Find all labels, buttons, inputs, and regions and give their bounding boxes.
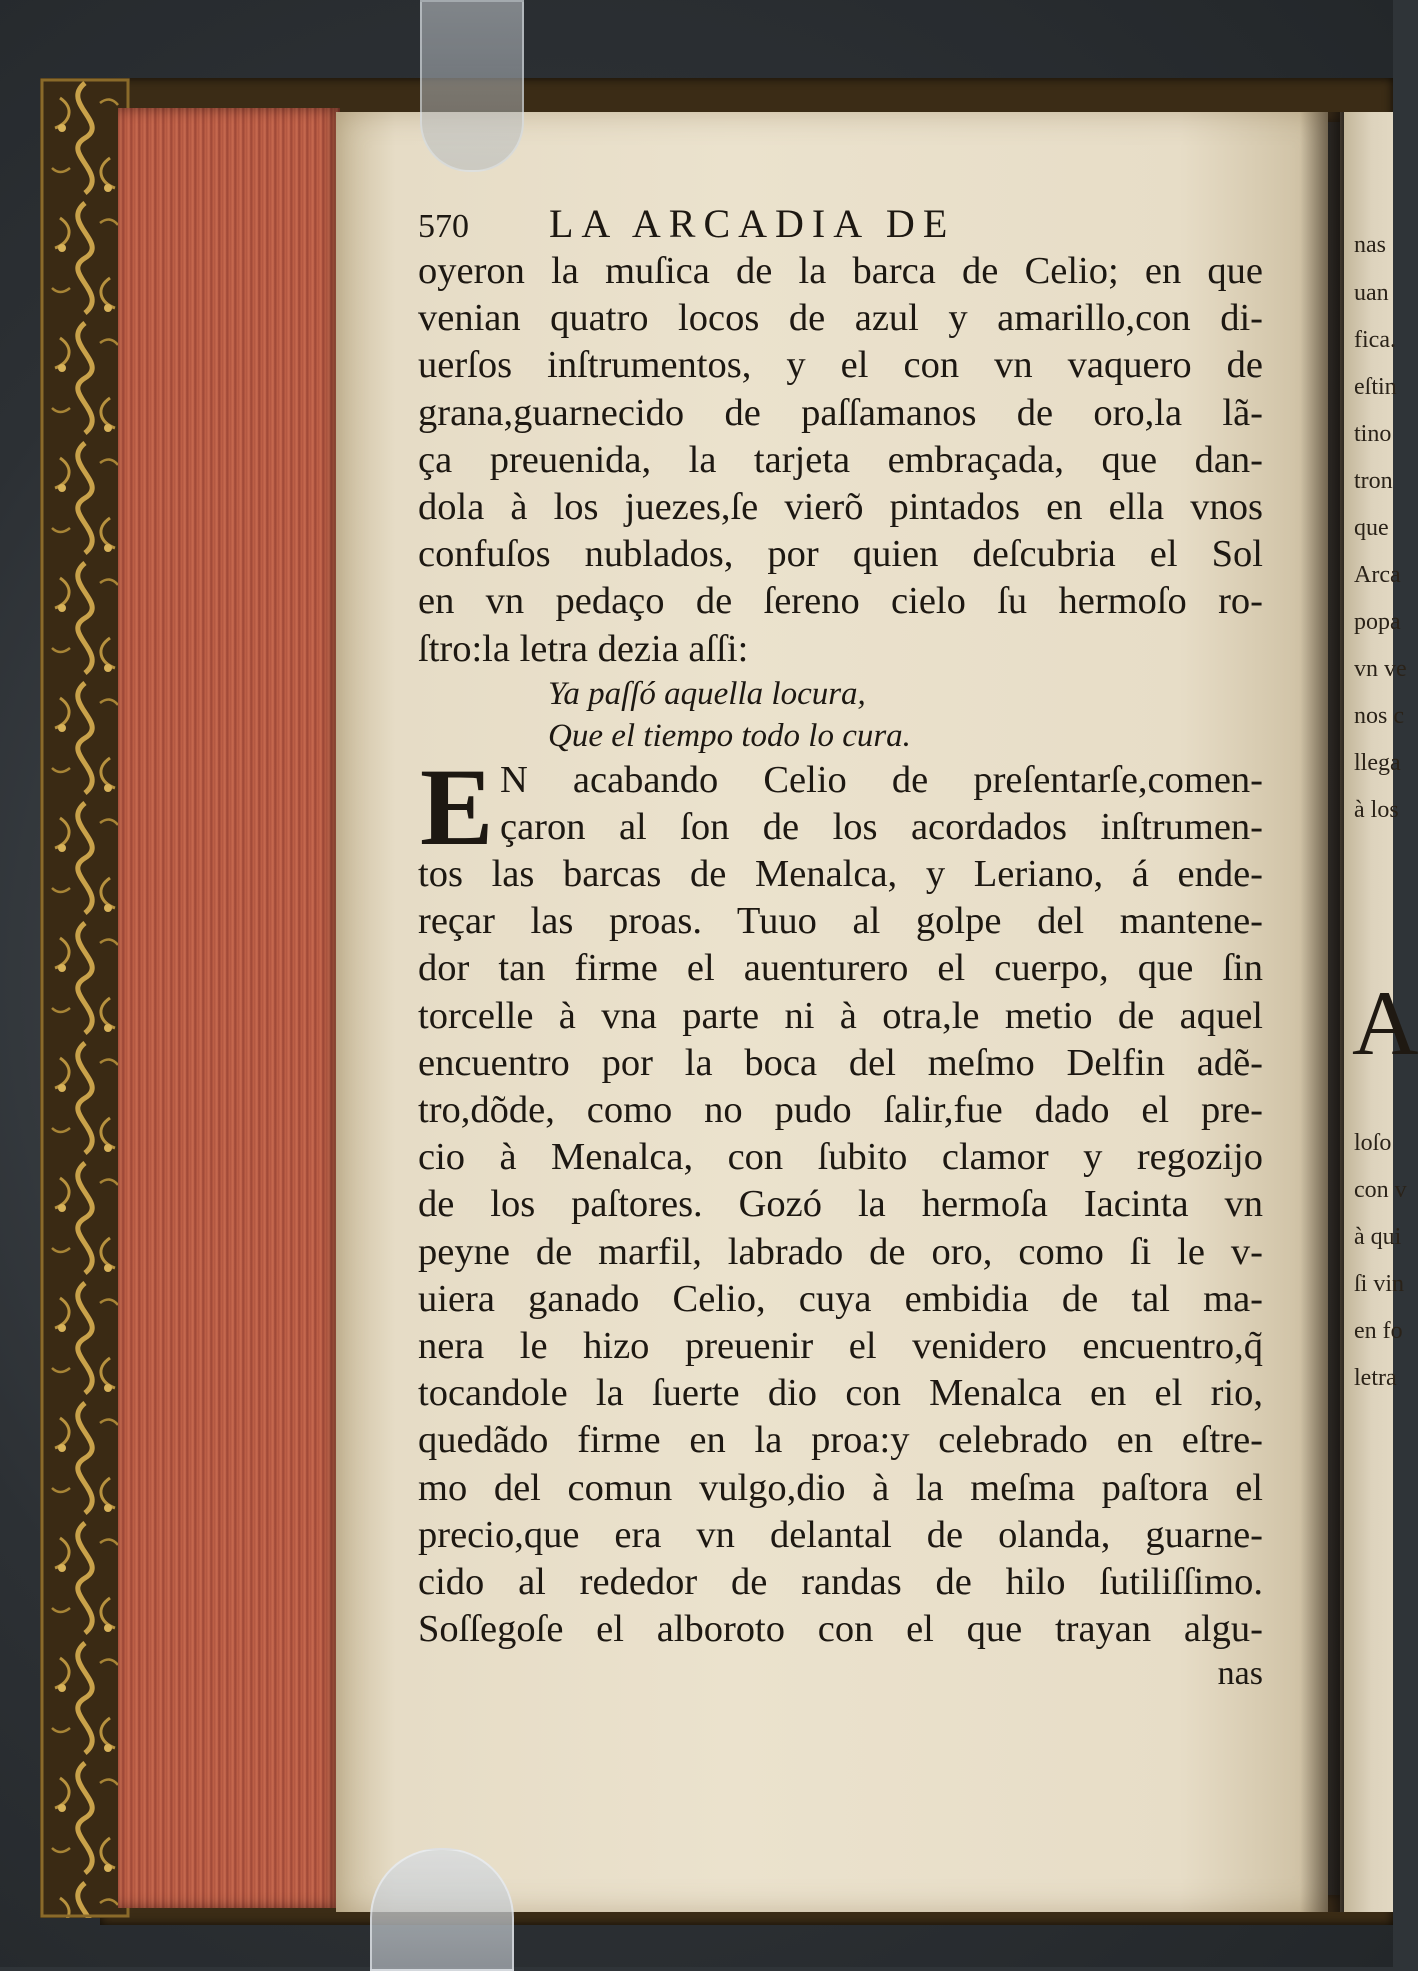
text-line: encuentro por la boca del meſmo Delfin adẽ- [418, 1041, 1263, 1084]
facing-text: à los [1354, 797, 1399, 823]
drop-cap: E [420, 745, 494, 868]
facing-text: loſo [1354, 1130, 1392, 1156]
text-line: tro,dõde, como no pudo ſalir,fue dado el pre- [418, 1089, 1263, 1131]
text-line: mo del comun vulgo,dio à la meſma paſtora el [418, 1466, 1263, 1509]
facing-text: à qui [1354, 1224, 1402, 1250]
text-line: tocandole la ſuerte dio con Menalca en el rio, [418, 1372, 1263, 1415]
page-header [418, 200, 1278, 246]
text-line: tos las barcas de Menalca, y Leriano, á ende- [418, 853, 1263, 896]
running-head: LA ARCADIA DE [549, 201, 956, 246]
text-line: uiera ganado Celio, cuya embidia de tal ma- [418, 1277, 1263, 1320]
text-line: ça preuenida, la tarjeta embraçada, que dan- [418, 438, 1263, 481]
verse-line: Que el tiempo todo lo cura. [548, 717, 911, 754]
gilt-ornament-icon [40, 78, 130, 1918]
text-line: peyne de marfil, labrado de oro, como ſi le v- [418, 1230, 1263, 1273]
text-line: venian quatro locos de azul y amarillo,con di- [418, 297, 1263, 340]
paragraph-opening [418, 745, 1278, 868]
text-line: cio à Menalca, con ſubito clamor y regozijo [418, 1136, 1263, 1179]
text-line: Soſſegoſe el alboroto con el que trayan algu- [418, 1608, 1263, 1651]
gutter-shadow [1300, 112, 1344, 1912]
text-line: N acabando Celio de preſentarſe,comen- [500, 758, 1263, 801]
page-number: 570 [418, 208, 469, 245]
facing-text: vn ve [1354, 656, 1407, 682]
facing-text: en fo [1354, 1318, 1403, 1344]
text-line: en vn pedaço de ſereno cielo ſu hermoſo ro- [418, 580, 1263, 623]
red-page-edges [118, 108, 340, 1908]
facing-drop-cap: A [1352, 972, 1418, 1074]
page-clip-top [420, 0, 524, 172]
text-line: ſtro:la letra dezia aſſi: [418, 627, 749, 670]
page-clip-bottom [370, 1848, 514, 1971]
text-line: de los paſtores. Gozó la hermoſa Iacinta vn [418, 1183, 1263, 1226]
text-line: quedãdo firme en la proa:y celebrado en eſtre- [418, 1419, 1263, 1462]
facing-text: popa [1354, 609, 1401, 635]
text-line: uerſos inſtrumentos, y el con vn vaquero de [418, 344, 1263, 387]
facing-text: fica. [1354, 327, 1396, 353]
text-line: cido al rededor de randas de hilo ſutiliſſimo. [418, 1560, 1263, 1603]
facing-text: llega [1354, 750, 1401, 776]
facing-text: tino [1354, 421, 1392, 447]
text-line: torcelle à vna parte ni à otra,le metio de aquel [418, 994, 1263, 1037]
facing-text: ſi vin [1354, 1271, 1405, 1297]
facing-text: con v [1354, 1177, 1407, 1203]
text-line: confuſos nublados, por quien deſcubria el Sol [418, 533, 1263, 576]
text-line: grana,guarnecido de paſſamanos de oro,la lã- [418, 391, 1263, 434]
page-text [418, 200, 1278, 1693]
facing-text: uan [1354, 280, 1389, 306]
facing-text: eſtin [1354, 374, 1397, 400]
text-line: nera le hizo preuenir el venidero encuentro,q̃ [418, 1324, 1263, 1367]
facing-text: letra [1354, 1365, 1397, 1391]
facing-text: Arca [1354, 562, 1401, 588]
text-line: çaron al ſon de los acordados inſtrumen- [500, 805, 1263, 848]
text-line: precio,que era vn delantal de olanda, guarne- [418, 1513, 1263, 1556]
facing-page-fragment [1340, 112, 1418, 1912]
text-line: dola à los juezes,ſe vierõ pintados en ella vnos [418, 485, 1263, 528]
gilded-binding [40, 78, 130, 1918]
facing-text: nos c [1354, 703, 1404, 729]
verse-line: Ya paſſó aquella locura, [548, 675, 866, 712]
catchword: nas [1217, 1655, 1263, 1693]
facing-text: tron [1354, 468, 1393, 494]
text-line: dor tan firme el auenturero el cuerpo, que ſin [418, 947, 1263, 990]
facing-text: que [1354, 515, 1389, 541]
text-line: reçar las proas. Tuuo al golpe del mantene- [418, 900, 1263, 943]
text-line: oyeron la muſica de la barca de Celio; en que [418, 250, 1263, 292]
facing-text: nas [1354, 232, 1386, 258]
